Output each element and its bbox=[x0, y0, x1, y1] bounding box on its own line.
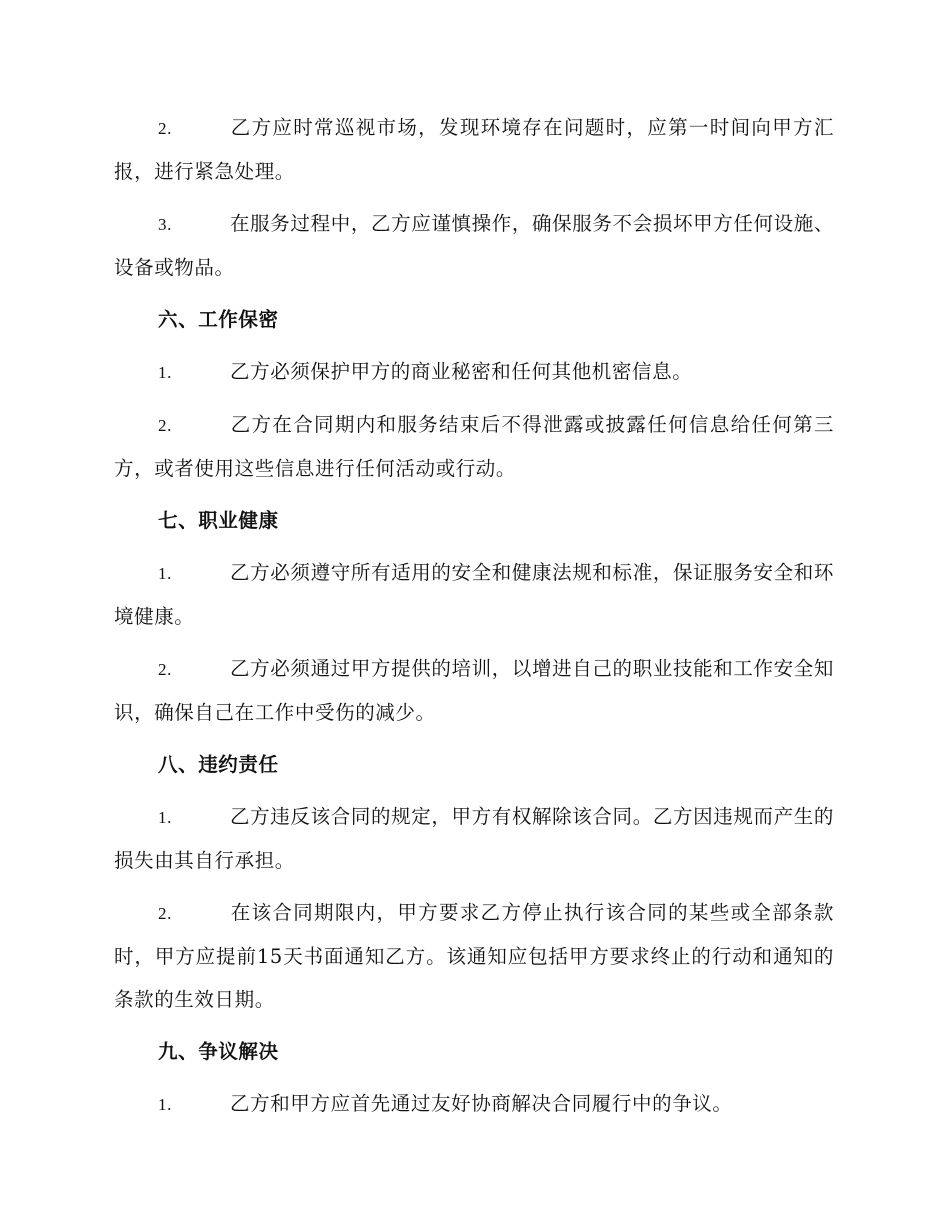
clause-number: 2. bbox=[158, 660, 172, 679]
document-body bbox=[114, 106, 834, 1135]
clause-6-2 bbox=[114, 403, 834, 490]
clause-7-1 bbox=[114, 551, 834, 638]
clause-text: 在该合同期限内，甲方要求乙方停止执行该合同的某些或全部条款时，甲方应提前15天书面通知乙方。该通知应包括甲方要求终止的行动和通知的条款的生效日期。 bbox=[114, 901, 834, 1011]
clause-5-3 bbox=[114, 202, 834, 289]
clause-number: 2. bbox=[158, 416, 172, 435]
clause-7-2 bbox=[114, 647, 834, 734]
clause-8-1 bbox=[114, 795, 834, 882]
clause-9-1 bbox=[114, 1082, 834, 1126]
clause-number: 1. bbox=[158, 564, 172, 583]
clause-text: 乙方应时常巡视市场，发现环境存在问题时，应第一时间向甲方汇报，进行紧急处理。 bbox=[114, 116, 834, 183]
clause-number: 3. bbox=[158, 215, 172, 234]
clause-number: 1. bbox=[158, 1095, 172, 1114]
clause-8-2 bbox=[114, 891, 834, 1021]
clause-5-2 bbox=[114, 106, 834, 193]
clause-number: 2. bbox=[158, 119, 172, 138]
clause-number: 1. bbox=[158, 363, 172, 382]
clause-text: 乙方在合同期内和服务结束后不得泄露或披露任何信息给任何第三方，或者使用这些信息进行任何活动或行动。 bbox=[114, 413, 834, 480]
section-heading-occupational-health: 七、职业健康 bbox=[158, 509, 279, 532]
clause-number: 2. bbox=[158, 904, 172, 923]
clause-number: 1. bbox=[158, 808, 172, 827]
clause-6-1 bbox=[114, 350, 834, 394]
clause-text: 在服务过程中，乙方应谨慎操作，确保服务不会损坏甲方任何设施、设备或物品。 bbox=[114, 212, 834, 279]
section-heading-dispute-resolution: 九、争议解决 bbox=[158, 1040, 279, 1063]
clause-text: 乙方和甲方应首先通过友好协商解决合同履行中的争议。 bbox=[230, 1092, 733, 1115]
section-heading-confidentiality: 六、工作保密 bbox=[158, 308, 279, 331]
clause-text: 乙方必须保护甲方的商业秘密和任何其他机密信息。 bbox=[230, 360, 693, 383]
clause-text: 乙方必须遵守所有适用的安全和健康法规和标准，保证服务安全和环境健康。 bbox=[114, 561, 834, 628]
clause-text: 乙方违反该合同的规定，甲方有权解除该合同。乙方因违规而产生的损失由其自行承担。 bbox=[114, 805, 834, 872]
section-heading-breach-liability: 八、违约责任 bbox=[158, 753, 279, 776]
clause-text: 乙方必须通过甲方提供的培训，以增进自己的职业技能和工作安全知识，确保自己在工作中受伤的减少。 bbox=[114, 657, 834, 724]
